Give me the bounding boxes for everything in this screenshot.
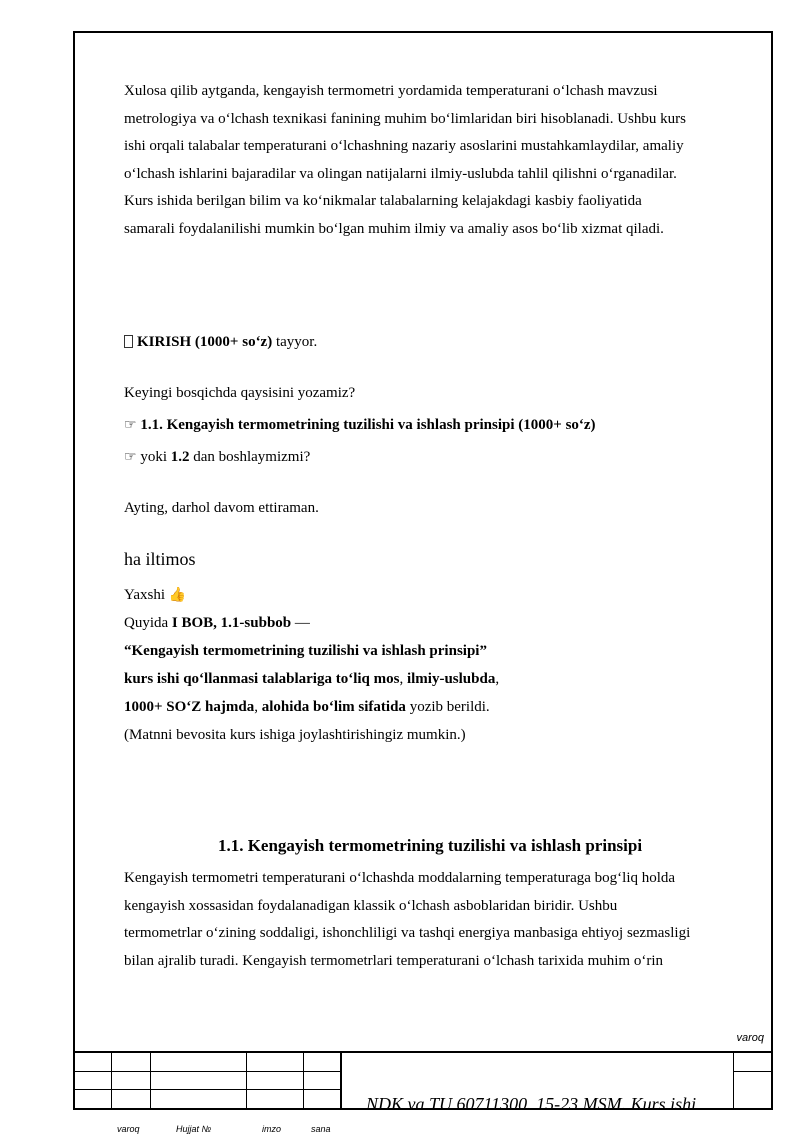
status-line [124,332,317,352]
text-line: Kurs ishida berilgan bilim va ko‘nikmalar talabalarning kelajakdagi kasbiy faoliyatida [124,193,642,209]
text-line: Xulosa qilib aytganda, kengayish termometri yordamida temperaturani o‘lchash mavzusi [124,83,658,99]
pointing-hand-icon: ☞ [124,417,137,433]
response-line: kurs ishi qo‘llanmasi talablariga to‘liq mos, ilmiy-uslubda, [124,671,500,687]
thumbs-up-icon: 👍 [168,587,187,603]
response-line: 1000+ SO‘Z hajmda, alohida bo‘lim sifatida yozib berildi. [124,699,490,715]
text-line: ishi orqali talabalar temperaturani o‘lchashning nazariy asoslarini mustahkamlaydilar, amaliy [124,138,684,154]
response-greeting: Yaxshi 👍 [124,581,499,609]
pointing-hand-icon: ☞ [124,449,137,465]
status-rest: tayyor. [272,334,318,350]
response-block [124,581,499,749]
footer-label: Hujjat № [176,1124,212,1134]
next-question: Keyingi bosqichda qaysisini yozamiz? [124,385,356,401]
option-2-pre: yoki [136,449,171,465]
text-line: termometrlar o‘zining soddaligi, ishonchliligi va tashqi energiya manbasiga ehtiyoj sezmasligi [124,925,691,941]
divider [733,1051,734,1110]
divider [303,1051,304,1110]
text-line: o‘lchash ishlarini bajaradilar va olingan natijalarni ilmiy-uslubda tahlil qilishni o‘rganadilar. [124,165,677,182]
divider [733,1071,773,1072]
footer-label: varoq [117,1124,140,1134]
conclusion-paragraph [124,78,686,243]
status-bold: KIRISH (1000+ so‘z) [137,334,273,350]
text-line: Kengayish termometri temperaturani o‘lchashda moddalarning temperaturaga bog‘liq holda [124,870,676,886]
sheet-label: varoq [736,1032,764,1044]
divider [340,1051,342,1110]
option-1-text: 1.1. Kengayish termometrining tuzilishi va ishlash prinsipi (1000+ so‘z) [136,417,596,433]
divider [111,1051,112,1110]
footer-label: imzo [262,1124,282,1134]
divider [73,1071,341,1072]
user-reply: ha iltimos [124,549,196,569]
option-2-post: dan boshlaymizmi? [189,449,311,465]
divider [246,1051,247,1110]
response-line: “Kengayish termometrining tuzilishi va ishlash prinsipi” [124,643,487,659]
section-heading: 1.1. Kengayish termometrining tuzilishi va ishlash prinsipi [217,836,643,855]
option-1 [124,415,596,435]
option-2 [124,447,310,467]
text-line: metrologiya va o‘lchash texnikasi fanining muhim bo‘limlaridan biri hisoblanadi. Ushbu kurs [124,110,686,127]
text-line: bilan ajralib turadi. Kengayish termometrlari temperaturani o‘lchash tarixida muhim o‘rin [124,952,663,969]
divider [73,1089,341,1090]
response-line: (Matnni bevosita kurs ishiga joylashtirishingiz mumkin.) [124,727,466,743]
response-line: Quyida I BOB, 1.1-subbob — [124,615,310,631]
checkbox-icon [124,335,133,348]
footer-label: sana [311,1124,331,1134]
section-paragraph [124,865,690,975]
text-line: kengayish xossasidan foydalanadigan klassik o‘lchash asboblaridan biridir. Ushbu [124,897,618,914]
divider [150,1051,151,1110]
divider [73,1051,773,1053]
document-code: NDK va TU 60711300. 15-23 MSM. Kurs ishi [366,1094,697,1114]
option-2-bold: 1.2 [170,449,190,465]
text-line: samarali foydalanilishi mumkin bo‘lgan muhim ilmiy va amaliy asos bo‘lib xizmat qiladi. [124,220,664,237]
prompt-end: Ayting, darhol davom ettiraman. [124,500,319,516]
